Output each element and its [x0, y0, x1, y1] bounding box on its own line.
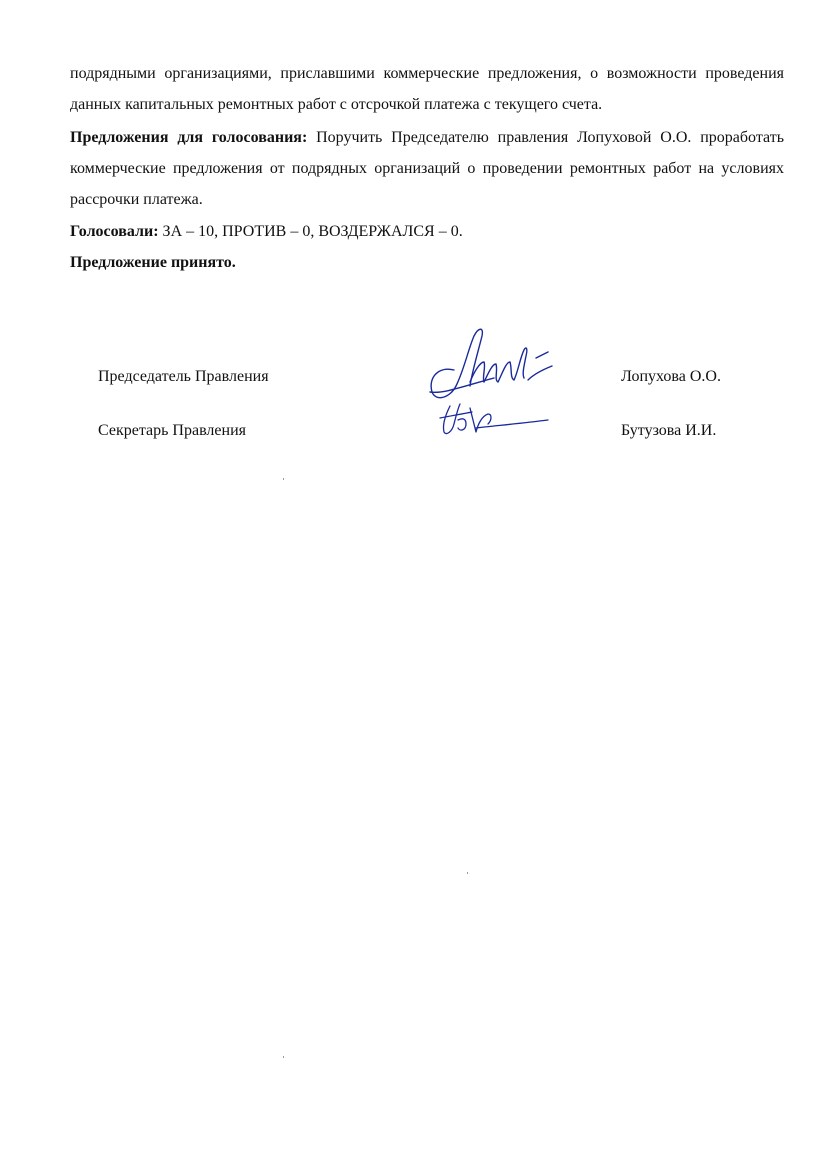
decision-text: Предложение принято. [70, 254, 236, 271]
scan-artifact [283, 1056, 284, 1058]
signature-ink [440, 404, 548, 434]
chairman-title: Председатель Правления [98, 368, 269, 385]
proposal-label: Предложения для голосования: [70, 129, 308, 146]
vote-result: ЗА – 10, ПРОТИВ – 0, ВОЗДЕРЖАЛСЯ – 0. [158, 223, 463, 240]
scan-artifact [283, 478, 284, 480]
signature-ink [430, 329, 552, 397]
chairman-name: Лопухова О.О. [621, 368, 721, 385]
secretary-signature [436, 398, 552, 440]
continuation-paragraph: подрядными организациями, приславшими коммерческие предложения, о возможности проведения данных капитальных ремонтных работ с отсрочкой платежа с текущего счета. [70, 65, 784, 113]
scan-artifact [467, 872, 468, 874]
secretary-title: Секретарь Правления [98, 422, 246, 439]
chairman-signature [424, 322, 560, 410]
proposal-paragraph [70, 122, 784, 215]
proposal-text: Поручить Председателю правления Лопуховой О.О. проработать коммерческие предложения от подрядных организаций о проведении ремонтных работ на условиях рассрочки платежа. [70, 129, 784, 208]
vote-paragraph [70, 216, 784, 247]
secretary-name: Бутузова И.И. [621, 422, 717, 439]
vote-label: Голосовали: [70, 223, 159, 240]
